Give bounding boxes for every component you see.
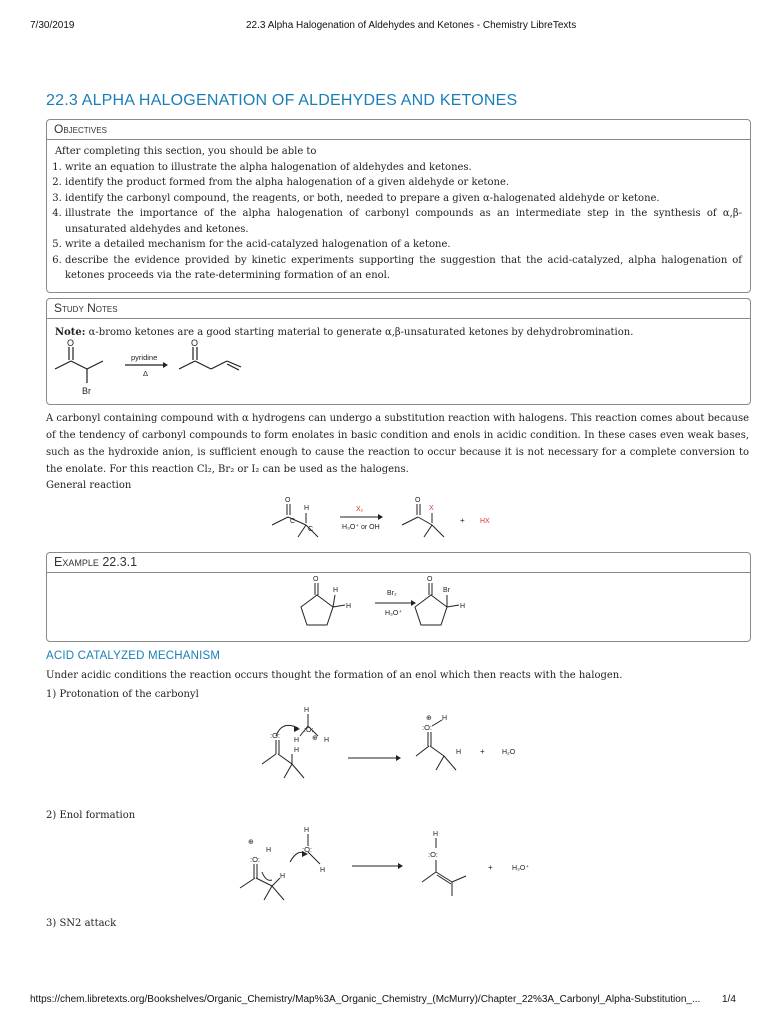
reagent-h3o: H₃O⁺ [385, 610, 403, 617]
o-dots: :O: [422, 723, 433, 732]
h-label: H [294, 737, 300, 744]
example-scheme [283, 573, 503, 641]
o-dots: :O: [302, 845, 313, 854]
page-title: 22.3 ALPHA HALOGENATION OF ALDEHYDES AND KETONES [46, 92, 518, 109]
charge: ⊕ [312, 735, 318, 742]
step1-scheme [236, 702, 556, 802]
h-label: H [266, 847, 272, 854]
note-label: Note: [55, 327, 86, 338]
plus-sign: + [460, 516, 465, 525]
h-label: H [294, 747, 300, 754]
byproduct-hx: HX [480, 518, 490, 525]
o-label: O [67, 339, 75, 348]
o-dots: :O: [428, 850, 439, 859]
o-dots: :O: [250, 855, 261, 864]
mechanism-step-2: 2) Enol formation [46, 810, 136, 821]
o-label: O [285, 497, 291, 504]
reagent-conditions: H₃O⁺ or OH [342, 524, 380, 531]
objective-item: 1. write an equation to illustrate the alpha halogenation of aldehydes and ketones. [65, 160, 742, 176]
study-notes-title: Study Notes [47, 299, 750, 319]
hydronium: H₃O⁺ [512, 865, 530, 872]
h-label: H [460, 603, 466, 610]
o-label: O [191, 339, 199, 348]
reagent-heat: Δ [143, 369, 149, 378]
reagent-pyridine: pyridine [131, 353, 158, 362]
charge: ⊕ [426, 715, 432, 722]
c-label: C [290, 518, 296, 525]
mechanism-step-3: 3) SN2 attack [46, 918, 117, 929]
example-title: Example 22.3.1 [47, 553, 750, 573]
h-label: H [304, 707, 310, 714]
x-label: X [429, 505, 434, 512]
o-label: O [415, 497, 421, 504]
h-label: H [324, 737, 330, 744]
h-label: H [442, 715, 448, 722]
br-label: Br [82, 386, 91, 396]
reagent-br2: Br₂ [387, 590, 397, 597]
mechanism-intro: Under acidic conditions the reaction occurs thought the formation of an enol which then reacts with the halogen. [46, 670, 623, 681]
h-label: H [280, 873, 286, 880]
objective-item: 5. write a detailed mechanism for the acid-catalyzed halogenation of a ketone. [65, 237, 742, 253]
h-label: H [346, 603, 352, 610]
intro-paragraph: A carbonyl containing compound with α hydrogens can undergo a substitution reaction with halogens. This reaction comes about because of the tendency of carbonyl compounds to form enolates in basic condition and enols in acidic condition. In these cases even weak bases, such as the hydroxide anion, is sufficient enough to cause the reaction to occur because it is not necessary for a complete conversion to the enolate. For this reaction Cl₂, Br₂ or I₂ can be used as the halogens. [46, 413, 749, 475]
dehydrobromination-scheme [51, 339, 311, 401]
objectives-list [55, 160, 742, 284]
h-label: H [456, 749, 462, 756]
objective-item: 4. illustrate the importance of the alpha halogenation of carbonyl compounds as an intermediate step in the synthesis of α,β-unsaturated aldehydes and ketones. [65, 206, 742, 237]
o-label: O [313, 576, 319, 583]
print-page-number: 1/4 [722, 994, 736, 1005]
print-date: 7/30/2019 [30, 20, 75, 31]
objectives-box [46, 119, 751, 293]
br-label: Br [443, 587, 450, 594]
h-label: H [320, 867, 326, 874]
print-page-title: 22.3 Alpha Halogenation of Aldehydes and Ketones - Chemistry LibreTexts [246, 20, 577, 31]
o-dots: :O: [304, 727, 314, 734]
h-label: H [304, 827, 310, 834]
print-url: https://chem.libretexts.org/Bookshelves/Organic_Chemistry/Map%3A_Organic_Chemistry_(McMurry)/Chapter_22%3A_Carbonyl_Alpha-Substitution_... [30, 994, 701, 1005]
reagent-x2: X₂ [356, 506, 364, 513]
study-notes-box [46, 298, 751, 405]
general-reaction-product [398, 495, 538, 545]
o-label: O [427, 576, 433, 583]
o-dots: :O: [270, 731, 281, 740]
note-text: α-bromo ketones are a good starting material to generate α,β-unsaturated ketones by dehydrobromination. [85, 327, 634, 338]
h-label: H [304, 505, 310, 512]
objective-item: 3. identify the carbonyl compound, the reagents, or both, needed to prepare a given α-halogenated aldehyde or ketone. [65, 191, 742, 207]
mechanism-step-1: 1) Protonation of the carbonyl [46, 689, 199, 700]
general-reaction-label: General reaction [46, 480, 132, 491]
mechanism-heading: ACID CATALYZED MECHANISM [46, 650, 221, 662]
h-label: H [333, 587, 339, 594]
plus-sign: + [480, 747, 485, 756]
objectives-title: Objectives [47, 120, 750, 140]
h-label: H [433, 831, 439, 838]
objective-item: 6. describe the evidence provided by kinetic experiments supporting the suggestion that the acid-catalyzed, alpha halogenation of ketones proceeds via the rate-determining formation of an enol. [65, 253, 742, 284]
step2-scheme [232, 822, 552, 912]
example-box [46, 552, 751, 642]
charge: ⊕ [248, 839, 254, 846]
objective-item: 2. identify the product formed from the alpha halogenation of a given aldehyde or ketone. [65, 175, 742, 191]
c-label: C [308, 526, 314, 533]
objectives-intro: After completing this section, you should be able to [55, 146, 317, 157]
plus-sign: + [488, 863, 493, 872]
water: H₂O [502, 749, 516, 756]
